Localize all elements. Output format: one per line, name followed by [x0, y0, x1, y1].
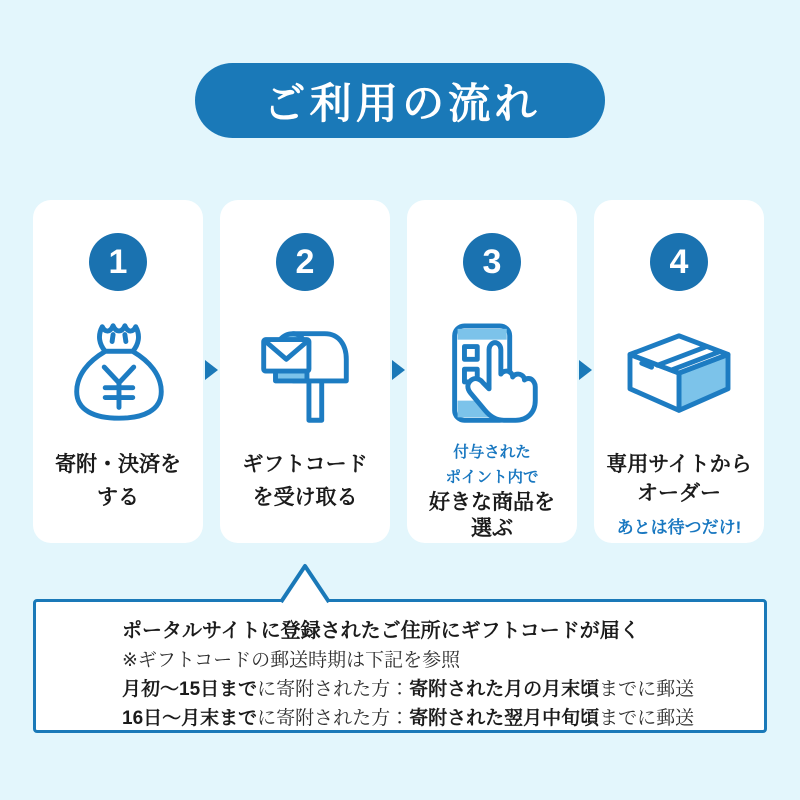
step-label: 専用サイトから オーダー あとは待つだけ! — [594, 450, 764, 538]
right-arrow-icon — [205, 360, 218, 380]
step-label: 寄附・決済を する — [55, 453, 181, 509]
step-highlight-text: あとは待つだけ! — [616, 518, 742, 537]
callout-pointer-icon — [278, 562, 332, 606]
money-bag-icon — [33, 312, 203, 430]
right-arrow-icon — [392, 360, 405, 380]
gift-code-delivery-note — [33, 599, 767, 733]
step-label: ギフトコード を受け取る — [242, 453, 368, 509]
package-box-icon — [594, 328, 764, 426]
note-heading: ポータルサイトに登録されたご住所にギフトコードが届く — [122, 620, 640, 642]
step-number-badge: 2 — [276, 233, 334, 291]
right-arrow-icon — [579, 360, 592, 380]
step-card-3 — [407, 200, 577, 543]
step-card-2 — [220, 200, 390, 543]
step-card-4 — [594, 200, 764, 543]
step-number-badge: 3 — [463, 233, 521, 291]
note-rule-2: 16日～月末までに寄附された方：寄附された翌月中旬頃までに郵送 — [122, 708, 695, 729]
mailbox-icon — [220, 316, 390, 434]
step-card-1 — [33, 200, 203, 543]
page-title-pill — [195, 63, 605, 138]
note-rule-1: 月初～15日までに寄附された方：寄附された月の月末頃までに郵送 — [122, 679, 695, 700]
note-subheading: ※ギフトコードの郵送時期は下記を参照 — [122, 650, 461, 671]
step-label: 付与された ポイント内で 好きな商品を 選ぶ — [407, 440, 577, 542]
smartphone-tap-icon — [407, 320, 577, 438]
step-number-badge: 4 — [650, 233, 708, 291]
step-number-badge: 1 — [89, 233, 147, 291]
step-highlight-text: 付与された ポイント内で — [445, 444, 539, 486]
page-title: ご利用の流れ — [263, 79, 541, 127]
